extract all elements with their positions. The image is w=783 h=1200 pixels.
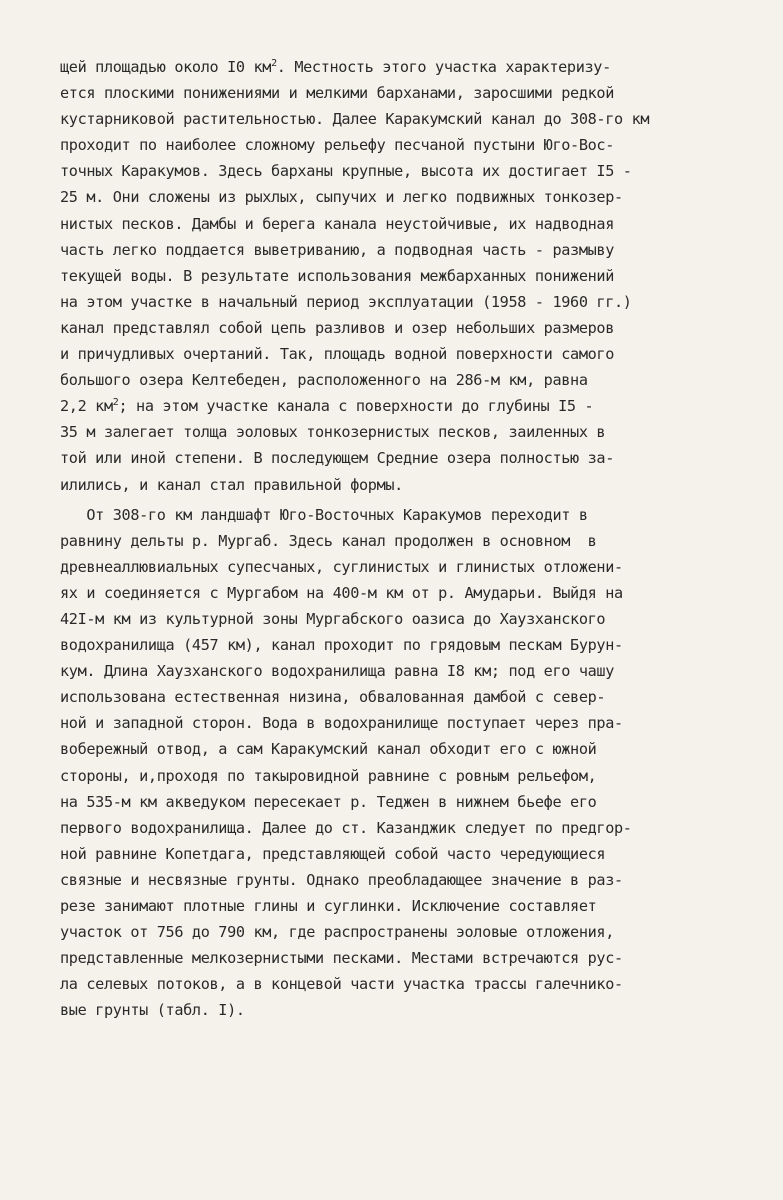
text-line bbox=[60, 736, 740, 762]
text-line bbox=[60, 54, 740, 80]
text-line bbox=[60, 472, 740, 498]
text-line bbox=[60, 789, 740, 815]
text-segment: на 535-м км акведуком пересекает р. Теджен в нижнем бьефе его bbox=[60, 792, 597, 811]
text-segment: водохранилища (457 км), канал проходит по грядовым пескам Бурун- bbox=[60, 636, 623, 655]
text-line bbox=[60, 80, 740, 106]
text-line bbox=[60, 341, 740, 367]
text-segment: 2,2 км bbox=[60, 397, 113, 416]
text-line bbox=[60, 554, 740, 580]
text-line bbox=[60, 263, 740, 289]
body-text bbox=[60, 54, 740, 1023]
text-line bbox=[60, 867, 740, 893]
text-segment: 42I-м км из культурной зоны Мургабского оазиса до Хаузханского bbox=[60, 609, 606, 628]
text-segment: кум. Длина Хаузханского водохранилища равна I8 км; под его чашу bbox=[60, 662, 615, 681]
text-segment: 35 м залегает толща эоловых тонкозернистых песков, заиленных в bbox=[60, 423, 606, 442]
text-segment: использована естественная низина, обвалованная дамбой с север- bbox=[60, 688, 606, 707]
text-segment: точных Каракумов. Здесь барханы крупные, высота их достигает I5 - bbox=[60, 162, 632, 181]
text-segment: на этом участке в начальный период эксплуатации (1958 - 1960 гг.) bbox=[60, 292, 632, 311]
text-segment: равнину дельты р. Мургаб. Здесь канал продолжен в основном в bbox=[60, 531, 597, 550]
text-line bbox=[60, 445, 740, 471]
paragraph-2 bbox=[60, 502, 740, 1024]
text-segment: ной и западной сторон. Вода в водохранилище поступает через пра- bbox=[60, 714, 623, 733]
text-segment: и причудливых очертаний. Так, площадь водной поверхности самого bbox=[60, 345, 615, 364]
text-segment: канал представлял собой цепь разливов и озер небольших размеров bbox=[60, 318, 615, 337]
text-line bbox=[60, 580, 740, 606]
text-line bbox=[60, 237, 740, 263]
text-line bbox=[60, 502, 740, 528]
text-segment: илились, и канал стал правильной формы. bbox=[60, 475, 403, 494]
text-line bbox=[60, 315, 740, 341]
text-segment: проходит по наиболее сложному рельефу песчаной пустыни Юго-Вос- bbox=[60, 136, 615, 155]
text-line bbox=[60, 606, 740, 632]
text-line bbox=[60, 997, 740, 1023]
text-segment: той или иной степени. В последующем Средние озера полностью за- bbox=[60, 449, 615, 468]
text-line bbox=[60, 710, 740, 736]
text-segment: От 308-го км ландшафт Юго-Восточных Каракумов переходит в bbox=[60, 505, 588, 524]
text-line bbox=[60, 419, 740, 445]
text-segment: ла селевых потоков, а в концевой части участка трассы галечнико- bbox=[60, 975, 623, 994]
superscript: 2 bbox=[271, 58, 277, 69]
text-segment: стороны, и,проходя по такыровидной равнине с ровным рельефом, bbox=[60, 766, 597, 785]
text-line bbox=[60, 971, 740, 997]
text-line bbox=[60, 684, 740, 710]
text-line bbox=[60, 211, 740, 237]
text-segment: резе занимают плотные глины и суглинки. Исключение составляет bbox=[60, 897, 597, 915]
text-line bbox=[60, 106, 740, 132]
text-line bbox=[60, 289, 740, 315]
text-line bbox=[60, 393, 740, 419]
text-segment: 25 м. Они сложены из рыхлых, сыпучих и легко подвижных тонкозер- bbox=[60, 188, 623, 207]
text-segment: первого водохранилища. Далее до ст. Казанджик следует по предгор- bbox=[60, 818, 632, 837]
text-segment: часть легко поддается выветриванию, а подводная часть - размыву bbox=[60, 240, 615, 259]
text-segment: участок от 756 до 790 км, где распространены эоловые отложения, bbox=[60, 923, 615, 942]
text-segment: щей площадью около I0 км bbox=[60, 58, 272, 76]
text-line bbox=[60, 184, 740, 210]
text-line bbox=[60, 815, 740, 841]
text-line bbox=[60, 763, 740, 789]
text-line bbox=[60, 919, 740, 945]
text-line bbox=[60, 658, 740, 684]
text-segment: нистых песков. Дамбы и берега канала неустойчивые, их надводная bbox=[60, 214, 615, 233]
text-segment: вые грунты (табл. I). bbox=[60, 1001, 245, 1020]
text-segment: кустарниковой растительностью. Далее Каракумский канал до 308-го км bbox=[60, 110, 650, 129]
text-segment: связные и несвязные грунты. Однако преобладающее значение в раз- bbox=[60, 870, 623, 889]
text-line bbox=[60, 841, 740, 867]
text-segment: ется плоскими понижениями и мелкими барханами, заросшими редкой bbox=[60, 84, 615, 103]
text-line bbox=[60, 528, 740, 554]
text-segment: вобережный отвод, а сам Каракумский канал обходит его с южной bbox=[60, 740, 597, 759]
text-segment: ях и соединяется с Мургабом на 400-м км от р. Амударьи. Выйдя на bbox=[60, 583, 623, 602]
text-segment: древнеаллювиальных супесчаных, суглинистых и глинистых отложени- bbox=[60, 557, 623, 576]
text-line bbox=[60, 945, 740, 971]
text-line bbox=[60, 632, 740, 658]
paragraph-1 bbox=[60, 54, 740, 498]
text-line bbox=[60, 132, 740, 158]
text-segment: представленные мелкозернистыми песками. Местами встречаются рус- bbox=[60, 949, 623, 968]
text-line bbox=[60, 158, 740, 184]
text-line bbox=[60, 893, 740, 919]
text-line bbox=[60, 367, 740, 393]
text-segment: большого озера Келтебеден, расположенного на 286-м км, равна bbox=[60, 371, 588, 390]
superscript: 2 bbox=[112, 397, 119, 409]
text-segment: . Местность этого участка характеризу- bbox=[276, 58, 611, 76]
text-segment: ной равнине Копетдага, представляющей собой часто чередующиеся bbox=[60, 844, 606, 863]
text-segment: текущей воды. В результате использования межбарханных понижений bbox=[60, 266, 615, 285]
text-segment: ; на этом участке канала с поверхности до глубины I5 - bbox=[118, 397, 594, 416]
